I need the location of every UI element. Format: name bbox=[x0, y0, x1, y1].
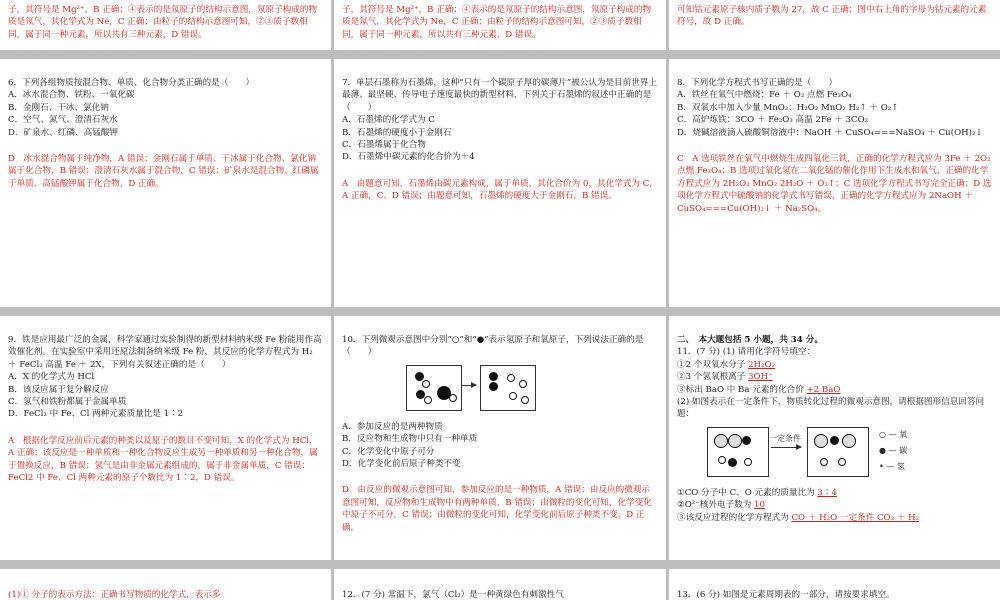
option-d: D．烧碱溶液滴入硫酸铜溶液中：NaOH ＋ CuSO₄===NaSO₄ ＋ Cu(OH)₂↓ bbox=[677, 127, 983, 138]
fill-prompt: ①CO 分子中 C、O 元素的质量比为 bbox=[677, 487, 815, 498]
oxygen-atom-icon bbox=[814, 434, 828, 448]
reaction-condition: 一定条件 bbox=[769, 433, 801, 443]
option-d: D．石墨烯中碳元素的化合价为＋4 bbox=[342, 152, 475, 163]
option-b: B．金刚石、干冰、氯化钠 bbox=[8, 102, 109, 113]
answer-text: 可知钴元素原子核内质子数为 27，故 C 正确；图中右上角的字母为钴元素的元素符号，故 D 正确。 bbox=[677, 5, 987, 28]
fill-answer: 3OH⁻ bbox=[748, 372, 773, 383]
legend-label: 氧 bbox=[899, 429, 908, 439]
legend-hydrogen: • — 氢 bbox=[879, 461, 905, 471]
option-a: A．石墨烯的化学式为 C bbox=[342, 115, 435, 126]
fill-line-1 bbox=[677, 359, 992, 371]
option-b: B．双氧水中加入少量 MnO₂：H₂O₂ MnO₂ H₂↑ ＋ O₂↑ bbox=[677, 102, 899, 113]
question-part-2: (2) 如图表示在一定条件下，物质转化过程的微观示意图，请根据图形信息回答问题： bbox=[677, 397, 985, 420]
oxygen-atom-icon bbox=[489, 372, 498, 381]
reaction-arrow-icon bbox=[771, 447, 801, 448]
fill-answer: +2 BaO bbox=[806, 384, 841, 395]
sub-line-1 bbox=[677, 487, 992, 499]
answer-text: C A 选项铁丝在氧气中燃烧生成四氧化三铁，正确的化学方程式应为 3Fe ＋ 2O₂ 点燃 Fe₃O₄；B 选项过氧化氢在二氧化锰的催化作用下生成水和氧气，正确的化学方程式应为 2H₂O₂ MnO₂ 2H₂O ＋ O₂↑；C 选项化学方程式书写完全正确；D 选项化学方程式中硫酸钠的化学式书写错误，正确的化学方程式应为 2NaOH ＋ CuSO₄===Cu(OH)₂↓ ＋ Na₂SO₄。 bbox=[677, 154, 992, 214]
fill-line-2 bbox=[677, 371, 992, 383]
answer-text: (1)① 分子的表示方法：正确书写物质的化学式，表示多 bbox=[8, 590, 221, 600]
fill-prompt: ②O²⁻核外电子数为 bbox=[677, 500, 752, 511]
reaction-diagram bbox=[406, 365, 658, 417]
legend-oxygen: ○ — 氧 bbox=[879, 429, 908, 439]
legend-carbon: ● — 碳 bbox=[879, 445, 908, 455]
question-stem: 8．下列化学方程式书写正确的是（ ） bbox=[677, 78, 838, 88]
question-card-11 bbox=[669, 316, 1000, 560]
sub-line-3 bbox=[677, 512, 992, 524]
hydrogen-atom-icon bbox=[521, 396, 529, 404]
option-d: D．化学变化前后原子种类不变 bbox=[342, 459, 461, 470]
hydrogen-atom-icon bbox=[718, 456, 726, 464]
fill-prompt: ③该反应过程的化学方程式为 bbox=[677, 512, 789, 523]
oxygen-atom-icon bbox=[842, 434, 856, 448]
hydrogen-atom-icon bbox=[449, 394, 457, 402]
option-d: D．矿泉水、红磷、高锰酸钾 bbox=[8, 127, 119, 138]
option-d: D．FeCl₂ 中 Fe、Cl 两种元素质量比是 1∶2 bbox=[8, 409, 184, 420]
answer-text: A 根据化学反应前后元素的种类以及原子的数目不变可知，X 的化学式为 HCl，A 正确；该反应是一种单质和一种化合物反应生成另一种单质和另一种化合物，属于置换反应，B 错误；氢气是由非金属元素组成的，属于非金属单质，C 错误；FeCl2 中 Fe、Cl 两种元素的原子个数比为 1∶2，D 错误。 bbox=[8, 435, 318, 484]
carbon-atom-icon bbox=[742, 436, 751, 445]
option-c: C．化学变化中原子可分 bbox=[342, 446, 435, 457]
product-box bbox=[480, 365, 536, 411]
fill-prompt: ①2 个双氧水分子 bbox=[677, 359, 746, 370]
carbon-atom-icon bbox=[830, 436, 839, 445]
option-a: A．参加反应的是两种物质 bbox=[342, 421, 443, 432]
fill-answer: 2H₂O₂ bbox=[748, 359, 775, 370]
fill-answer: 3∶4 bbox=[817, 487, 837, 498]
answer-text: A 由题意可知，石墨烯由碳元素构成，属于单质，其化合价为 0，其化学式为 C，A 正确，C、D 错误；由题意可知，石墨烯的硬度大于金刚石，B 错误。 bbox=[342, 178, 658, 202]
question-stem: 6．下列各组物质按混合物、单质、化合物分类正确的是（ ） bbox=[8, 78, 255, 88]
hydrogen-atom-icon bbox=[820, 458, 828, 466]
oxygen-atom-icon bbox=[415, 372, 424, 381]
option-b: B．石墨烯的硬度小于金刚石 bbox=[342, 127, 452, 138]
hydrogen-atom-icon bbox=[424, 396, 432, 404]
answer-text: 子，其符号是 Mg²⁺，B 正确；④表示的是氖原子的结构示意图，氖原子构成的物质是氖气，其化学式为 Ne，C 正确；由粒子的结构示意图可知，②③质子数相同，属于同一种元素，所以共有三种元素，D 错误。 bbox=[342, 5, 652, 40]
option-c: C．高炉炼铁：3CO ＋ Fe₂O₃ 高温 2Fe ＋ 3CO₂ bbox=[677, 115, 869, 126]
section-heading: 二、 本大题包括 5 小题，共 34 分。 bbox=[677, 335, 823, 345]
solution-card-top-right bbox=[669, 0, 1000, 50]
reaction-arrow-icon bbox=[462, 385, 476, 386]
product-box bbox=[807, 427, 869, 477]
reactant-box bbox=[406, 365, 462, 411]
hydrogen-atom-icon bbox=[519, 380, 527, 388]
hydrogen-atom-icon bbox=[744, 458, 752, 466]
fill-prompt: ②3 个氢氧根离子 bbox=[677, 372, 746, 383]
answer-text: D 冰水混合物属于纯净物，A 错误；金刚石属于单质、干冰属于化合物、氯化钠属于化合物，B 错误；澄清石灰水属于混合物，C 错误；矿泉水是混合物、红磷属于单质、高锰酸钾属于化合物，D 正确。 bbox=[8, 154, 319, 189]
carbon-atom-icon bbox=[728, 458, 737, 467]
question-card-13 bbox=[669, 569, 1000, 600]
option-c: C．石墨烯属于化合物 bbox=[342, 140, 426, 151]
hydrogen-atom-icon bbox=[509, 392, 517, 400]
option-a: A．X 的化学式为 HCl bbox=[8, 372, 95, 383]
question-stem: 13．(6 分) 如图是元素周期表的一部分，请按要求填空。 bbox=[677, 590, 895, 600]
solution-card-top-middle bbox=[334, 0, 666, 50]
sub-line-2 bbox=[677, 499, 992, 511]
question-card-8 bbox=[669, 59, 1000, 307]
question-card-12 bbox=[334, 569, 666, 600]
fill-line-3 bbox=[677, 384, 992, 396]
question-card-7 bbox=[334, 59, 666, 307]
transform-diagram bbox=[707, 427, 992, 483]
fill-answer: 10 bbox=[754, 500, 765, 511]
hydrogen-atom-icon bbox=[507, 374, 515, 382]
question-stem: 10．下列微观示意图中分别“○”和“●”表示氢原子和氧原子，下列说法正确的是（ ） bbox=[342, 335, 644, 358]
solution-card-bottom-left bbox=[0, 569, 331, 600]
legend-label: 氢 bbox=[896, 461, 905, 471]
option-a: A．冰水混合物、铁粉、一氧化碳 bbox=[8, 90, 135, 101]
oxygen-atom-icon bbox=[714, 434, 728, 448]
question-card-6 bbox=[0, 59, 331, 307]
question-stem: 9．铁是应用最广泛的金属，科学家通过实验制得的新型材料纳米级 Fe 粉能用作高效催化剂。在实验室中采用还原法制备纳米级 Fe 粉，其反应的化学方程式为 H₂ ＋ FeCl₂ 高温 Fe ＋ 2X，下列有关叙述正确的是（ ） bbox=[8, 335, 322, 370]
hydrogen-atom-icon bbox=[838, 458, 846, 466]
hydrogen-atom-icon bbox=[422, 380, 430, 388]
solution-card-top-left bbox=[0, 0, 331, 50]
answer-text: 子，其符号是 Mg²⁺，B 正确；④表示的是氖原子的结构示意图，氖原子构成的物质是氖气，其化学式为 Ne，C 正确；由粒子的结构示意图可知，②③质子数相同，属于同一种元素，所以共有三种元素，D 错误。 bbox=[8, 5, 318, 40]
question-stem: 12．(7 分) 常温下，氯气（Cl₂）是一种黄绿色有刺激性气 bbox=[342, 590, 564, 600]
legend-label: 碳 bbox=[899, 445, 908, 455]
option-b: B．该反应属于复分解反应 bbox=[8, 384, 109, 395]
question-stem: 7．单层石墨称为石墨烯，这种“只有一个碳原子厚的碳薄片”被公认为是目前世界上最薄、最坚硬、传导电子速度最快的新型材料，下列关于石墨烯的叙述中正确的是（ ） bbox=[342, 78, 658, 113]
option-a: A．铁丝在氧气中燃烧：Fe ＋ O₂ 点燃 Fe₃O₄ bbox=[677, 90, 852, 101]
fill-answer: CO ＋ H₂O 一定条件 CO₂ ＋ H₂ bbox=[791, 512, 920, 523]
option-c: C．空气、氮气、澄清石灰水 bbox=[8, 115, 118, 126]
oxygen-atom-icon bbox=[728, 434, 742, 448]
question-stem: 11．(7 分) (1) 请用化学符号填空： bbox=[677, 347, 816, 358]
option-c: C．氢气和铁粉都属于金属单质 bbox=[8, 397, 127, 408]
question-card-9 bbox=[0, 316, 331, 560]
answer-text: D 由反应的微观示意图可知，参加反应的是一种物质，A 错误；由反应的微观示意图可知，反应物和生成物中有两种单质，B 错误；由微粒的变化可知，化学变化中原子不可分，C 错误；由微粒的变化可知，化学变化前后原子种类不变，D 正确。 bbox=[342, 485, 652, 533]
reactant-box bbox=[707, 427, 769, 477]
oxygen-atom-icon bbox=[489, 382, 498, 391]
option-b: B．反应物和生成物中只有一种单质 bbox=[342, 434, 478, 445]
fill-prompt: ③标出 BaO 中 Ba 元素的化合价 bbox=[677, 384, 804, 395]
question-card-10 bbox=[334, 316, 666, 560]
